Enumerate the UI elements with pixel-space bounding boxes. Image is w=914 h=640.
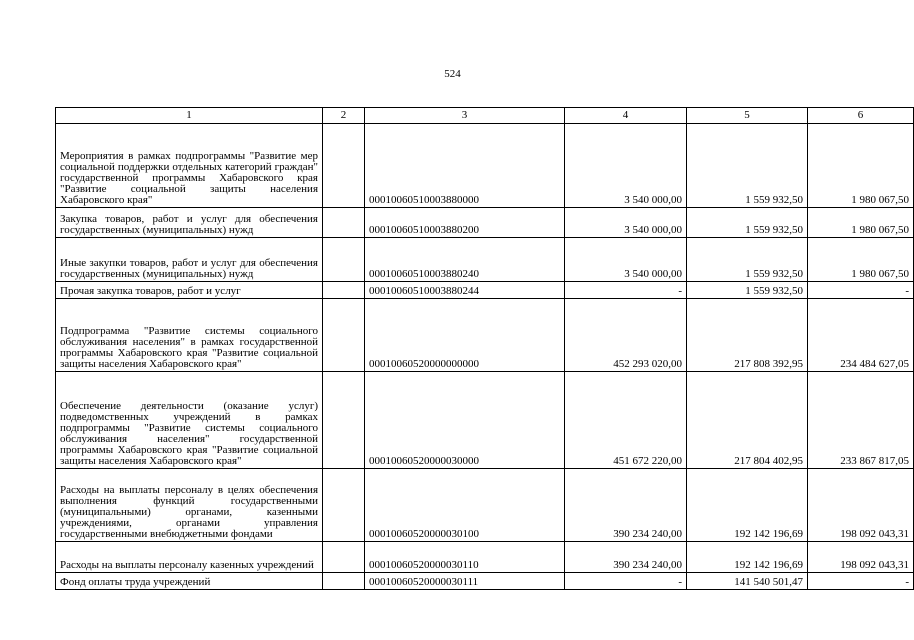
row-description: Мероприятия в рамках подпрограммы "Развитие мер социальной поддержки отдельных категорий граждан" государственной программы Хабаровского края "Развитие социальной защиты населения Хабаровского края" — [56, 124, 323, 208]
row-col2 — [323, 469, 365, 542]
budget-table — [55, 107, 914, 590]
row-value-5: 1 559 932,50 — [687, 282, 808, 299]
row-value-4: 452 293 020,00 — [565, 299, 687, 372]
table-row — [56, 372, 914, 469]
row-value-5: 192 142 196,69 — [687, 542, 808, 573]
row-value-4: 390 234 240,00 — [565, 469, 687, 542]
row-value-6: 233 867 817,05 — [808, 372, 914, 469]
row-col2 — [323, 282, 365, 299]
row-value-5: 1 559 932,50 — [687, 124, 808, 208]
row-value-4: 451 672 220,00 — [565, 372, 687, 469]
row-value-4: 3 540 000,00 — [565, 124, 687, 208]
row-col2 — [323, 238, 365, 282]
row-value-6: - — [808, 573, 914, 590]
row-value-4: - — [565, 282, 687, 299]
column-header: 4 — [565, 108, 687, 124]
row-code: 00010060520000030000 — [365, 372, 565, 469]
row-description: Обеспечение деятельности (оказание услуг) подведомственных учреждений в рамках подпрограммы "Развитие системы социального обслуживания населения" государственной программы Хабаровского края "Развитие социальной защиты населения Хабаровского края" — [56, 372, 323, 469]
row-code: 00010060510003880000 — [365, 124, 565, 208]
row-code: 00010060510003880240 — [365, 238, 565, 282]
table-row — [56, 299, 914, 372]
row-description: Расходы на выплаты персоналу в целях обеспечения выполнения функций государственными (муниципальными) органами, казенными учреждениями, органами управления государственными внебюджетными фондами — [56, 469, 323, 542]
row-value-5: 141 540 501,47 — [687, 573, 808, 590]
row-code: 00010060510003880200 — [365, 208, 565, 238]
row-value-4: 390 234 240,00 — [565, 542, 687, 573]
row-code: 00010060520000030110 — [365, 542, 565, 573]
row-value-6: 1 980 067,50 — [808, 208, 914, 238]
row-value-4: 3 540 000,00 — [565, 238, 687, 282]
row-description: Подпрограмма "Развитие системы социального обслуживания населения" в рамках государственной программы Хабаровского края "Развитие социальной защиты населения Хабаровского края" — [56, 299, 323, 372]
row-description: Расходы на выплаты персоналу казенных учреждений — [56, 542, 323, 573]
table-row — [56, 469, 914, 542]
row-value-6: 1 980 067,50 — [808, 238, 914, 282]
row-value-5: 1 559 932,50 — [687, 208, 808, 238]
row-value-5: 192 142 196,69 — [687, 469, 808, 542]
row-value-6: 234 484 627,05 — [808, 299, 914, 372]
row-code: 00010060520000000000 — [365, 299, 565, 372]
column-header: 3 — [365, 108, 565, 124]
row-description: Фонд оплаты труда учреждений — [56, 573, 323, 590]
row-value-6: 1 980 067,50 — [808, 124, 914, 208]
row-col2 — [323, 573, 365, 590]
row-value-4: 3 540 000,00 — [565, 208, 687, 238]
table-row — [56, 573, 914, 590]
row-code: 00010060510003880244 — [365, 282, 565, 299]
table-row — [56, 542, 914, 573]
row-description: Иные закупки товаров, работ и услуг для обеспечения государственных (муниципальных) нужд — [56, 238, 323, 282]
row-code: 00010060520000030100 — [365, 469, 565, 542]
page-number: 524 — [444, 68, 461, 80]
row-code: 00010060520000030111 — [365, 573, 565, 590]
column-header: 5 — [687, 108, 808, 124]
table-row — [56, 124, 914, 208]
row-col2 — [323, 372, 365, 469]
row-value-5: 1 559 932,50 — [687, 238, 808, 282]
row-value-6: 198 092 043,31 — [808, 469, 914, 542]
table-row — [56, 282, 914, 299]
row-col2 — [323, 208, 365, 238]
column-header: 2 — [323, 108, 365, 124]
row-value-5: 217 808 392,95 — [687, 299, 808, 372]
table-row — [56, 208, 914, 238]
row-value-6: 198 092 043,31 — [808, 542, 914, 573]
row-col2 — [323, 542, 365, 573]
row-description: Прочая закупка товаров, работ и услуг — [56, 282, 323, 299]
table-row — [56, 238, 914, 282]
row-value-5: 217 804 402,95 — [687, 372, 808, 469]
table-header-row — [56, 108, 914, 124]
column-header: 1 — [56, 108, 323, 124]
column-header: 6 — [808, 108, 914, 124]
row-col2 — [323, 124, 365, 208]
row-col2 — [323, 299, 365, 372]
row-description: Закупка товаров, работ и услуг для обеспечения государственных (муниципальных) нужд — [56, 208, 323, 238]
row-value-4: - — [565, 573, 687, 590]
row-value-6: - — [808, 282, 914, 299]
